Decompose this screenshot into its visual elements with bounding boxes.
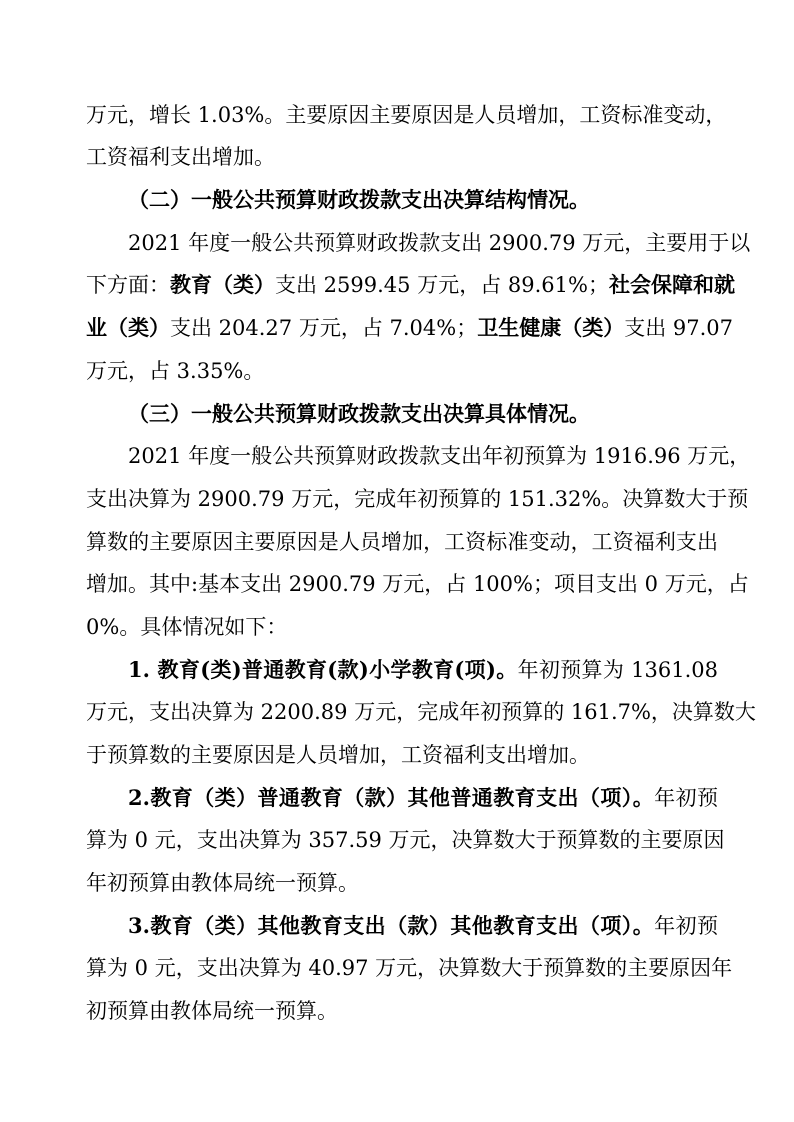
paragraph-line: 2.教育（类）普通教育（款）其他普通教育支出（项）。年初预 — [128, 785, 719, 810]
paragraph-line: 0%。具体情况如下： — [86, 615, 288, 639]
paragraph-line: 万元，占 3.35%。 — [86, 359, 265, 383]
paragraph-line: 下方面：教育（类）支出 2599.45 万元，占 89.61%；社会保障和就 — [86, 272, 735, 297]
section-heading: （三）一般公共预算财政拨款支出决算具体情况。 — [128, 401, 590, 426]
paragraph-line: 年初预算由教体局统一预算。 — [86, 871, 359, 895]
paragraph-line: 算数的主要原因主要原因是人员增加，工资标准变动，工资福利支出 — [86, 530, 718, 554]
paragraph-line: 1. 教育(类)普通教育(款)小学教育(项)。年初预算为 1361.08 — [128, 657, 718, 682]
section-heading: （二）一般公共预算财政拨款支出决算结构情况。 — [128, 187, 590, 212]
paragraph-line: 算为 0 元，支出决算为 40.97 万元，决算数大于预算数的主要原因年 — [86, 956, 733, 980]
paragraph-line: 工资福利支出增加。 — [86, 145, 275, 169]
paragraph-line: 算为 0 元，支出决算为 357.59 万元，决算数大于预算数的主要原因 — [86, 828, 725, 852]
paragraph-line: 支出决算为 2900.79 万元，完成年初预算的 151.32%。决算数大于预 — [86, 487, 749, 511]
paragraph-line: 万元，增长 1.03%。主要原因主要原因是人员增加，工资标准变动， — [86, 103, 727, 127]
paragraph-line: 2021 年度一般公共预算财政拨款支出 2900.79 万元，主要用于以 — [128, 231, 751, 255]
paragraph-line: 3.教育（类）其他教育支出（款）其他教育支出（项）。年初预 — [128, 913, 719, 938]
paragraph-line: 初预算由教体局统一预算。 — [86, 999, 338, 1023]
paragraph-line: 2021 年度一般公共预算财政拨款支出年初预算为 1916.96 万元， — [128, 444, 751, 468]
paragraph-line: 增加。其中:基本支出 2900.79 万元，占 100%；项目支出 0 万元，占 — [86, 572, 749, 596]
paragraph-line: 于预算数的主要原因是人员增加，工资福利支出增加。 — [86, 743, 590, 767]
paragraph-line: 万元，支出决算为 2200.89 万元，完成年初预算的 161.7%，决算数大 — [86, 700, 756, 724]
paragraph-line: 业（类）支出 204.27 万元，占 7.04%；卫生健康（类）支出 97.07 — [86, 315, 734, 340]
